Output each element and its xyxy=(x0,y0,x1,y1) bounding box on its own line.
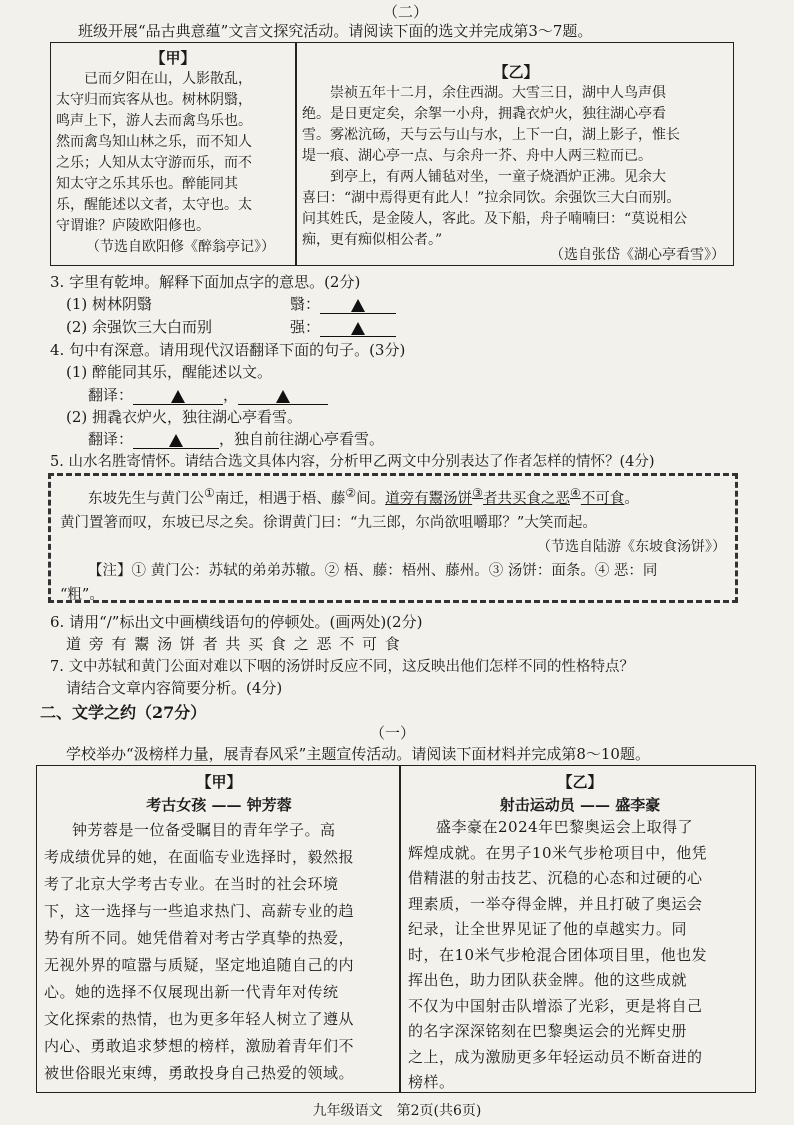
passage-bing-note-2: “粗”。 xyxy=(60,586,104,603)
question-7-stem-2: 请结合文章内容简要分析。(4分) xyxy=(66,679,283,697)
material-line: 借精湛的射击技艺、沉稳的心态和过硬的心 xyxy=(408,869,703,887)
question-3-stem: 3. 字里有乾坤。解释下面加点字的意思。(2分) xyxy=(50,273,361,291)
passage-line: 知太守之乐其乐也。醉能同其 xyxy=(56,176,238,192)
section-two-title: 二、文学之约（27分） xyxy=(40,703,207,722)
material-line: 的名字深深铭刻在巴黎奥运会的光辉史册 xyxy=(408,1022,688,1040)
material-line: 内心、勇敢追求梦想的榜样，激励着青年们不 xyxy=(44,1037,355,1055)
material-line: 钟芳蓉是一位备受瞩目的青年学子。高 xyxy=(72,821,336,839)
question-3-label-2: 强： xyxy=(290,316,396,337)
material-line: 挥出色，助力团队获金牌。他的这些成就 xyxy=(408,971,688,989)
material-line: 考了北京大学考古专业。在当时的社会环境 xyxy=(44,875,339,893)
passage-jia-source: （节选自欧阳修《醉翁亭记》） xyxy=(86,239,275,255)
question-4-sentence-1: (1) 醉能同其乐，醒能述以文。 xyxy=(66,363,273,381)
material-line: 无视外界的喧嚣与质疑，坚定地追随自己的内 xyxy=(44,956,355,974)
material-jia-title: 考古女孩 —— 钟芳蓉 xyxy=(146,796,292,814)
passage-line: 喜曰：“湖中焉得更有此人！”拉余同饮。余强饮三大白而别。 xyxy=(302,190,681,206)
question-3-label-1: 翳： xyxy=(290,293,396,314)
triangle-marker-icon xyxy=(169,434,183,447)
passage-bing xyxy=(60,481,730,607)
passage-line: 之乐；人知从太守游而乐，而不 xyxy=(56,155,252,171)
part-label: （二） xyxy=(383,3,429,21)
material-line: 之上，成为激励更多年轻运动员不断奋进的 xyxy=(408,1047,703,1066)
material-line: 纪录，让全世界见证了他的卓越实力。同 xyxy=(408,920,688,938)
material-yi-title: 射击运动员 —— 盛李豪 xyxy=(499,796,661,814)
material-jia xyxy=(44,771,394,1087)
passage-bing-line-1: 东坡先生与黄门公①南迁，相遇于梧、藤②间。道旁有鬻汤饼③者共买食之恶④不可食。 xyxy=(88,486,639,507)
passage-jia-head: 【甲】 xyxy=(150,49,196,67)
question-4-sentence-2: (2) 拥毳衣炉火，独往湖心亭看雪。 xyxy=(66,408,303,426)
material-line: 文化探索的热情，也为更多年轻人树立了遵从 xyxy=(44,1010,355,1028)
triangle-marker-icon xyxy=(171,390,185,403)
answer-blank-3-1[interactable] xyxy=(320,295,396,314)
material-line: 榜样。 xyxy=(408,1073,455,1091)
material-line: 理素质，一举夺得金牌，并且打破了奥运会 xyxy=(408,894,703,913)
material-line: 心。她的选择不仅展现出新一代青年对传统 xyxy=(44,983,339,1001)
passage-bing-source: （节选自陆游《东坡食汤饼》） xyxy=(537,538,726,555)
passage-line: 绝。是日更定矣，余挐一小舟，拥毳衣炉火，独往湖心亭看 xyxy=(302,106,666,122)
passage-line: 已而夕阳在山，人影散乱， xyxy=(84,71,252,87)
answer-blank-4-2[interactable] xyxy=(133,430,219,449)
passage-line: 乐，醒能述以文者，太守也。太 xyxy=(56,197,252,213)
material-line: 辉煌成就。在男子10米气步枪项目中，他凭 xyxy=(408,843,708,862)
question-6-stem: 6. 请用“/”标出文中画横线语句的停顿处。(画两处)(2分) xyxy=(50,613,423,631)
material-line: 下，这一选择与一些追求热门、高薪专业的趋 xyxy=(44,902,355,920)
material-jia-head: 【甲】 xyxy=(196,773,242,791)
material-line: 时，在10米气步枪混合团体项目里，他也发 xyxy=(408,945,708,964)
section-two-intro: 学校举办“汲榜样力量，展青春风采”主题宣传活动。请阅读下面材料并完成第8～10题。 xyxy=(66,745,650,763)
material-line: 势有所不同。她凭借着对考古学真挚的热爱， xyxy=(44,929,355,947)
passage-bing-note-1: 【注】① 黄门公：苏轼的弟弟苏辙。② 梧、藤：梧州、藤州。③ 汤饼：面条。④ 恶：同 xyxy=(88,562,658,579)
passage-line: 崇祯五年十二月，余住西湖。大雪三日，湖中人鸟声俱 xyxy=(330,85,666,101)
passage-bing-line-2: 黄门置箸而叹，东坡已尽之矣。徐谓黄门曰：“九三郎，尔尚欲咀嚼耶？”大笑而起。 xyxy=(60,514,597,531)
passage-line: 守谓谁？庐陵欧阳修也。 xyxy=(56,218,210,234)
question-4-stem: 4. 句中有深意。请用现代汉语翻译下面的句子。(3分) xyxy=(50,341,406,359)
answer-blank-3-2[interactable] xyxy=(320,318,396,337)
triangle-marker-icon xyxy=(276,390,290,403)
triangle-marker-icon xyxy=(351,322,365,335)
material-yi-head: 【乙】 xyxy=(557,773,603,791)
question-6-sentence[interactable]: 道 旁 有 鬻 汤 饼 者 共 买 食 之 恶 不 可 食 xyxy=(66,635,402,653)
question-7-stem-1: 7. 文中苏轼和黄门公面对难以下咽的汤饼时反应不同，这反映出他们怎样不同的性格特点？ xyxy=(50,659,634,675)
passage-line: 太守归而宾客从也。树林阴翳， xyxy=(56,92,252,108)
page-footer: 九年级语文 第2页(共6页) xyxy=(312,1103,482,1119)
material-line: 盛李豪在2024年巴黎奥运会上取得了 xyxy=(436,818,694,836)
material-yi xyxy=(408,771,752,1096)
passage-jia xyxy=(54,48,292,258)
question-3-item-2: (2) 余强饮三大白而别 xyxy=(66,318,213,336)
question-3-item-1: (1) 树林阴翳 xyxy=(66,295,153,313)
passage-line: 到亭上，有两人铺毡对坐，一童子烧酒炉正沸。见余大 xyxy=(330,169,666,185)
passage-line: 堤一痕、湖心亭一点、与余舟一芥、舟中人两三粒而已。 xyxy=(302,148,652,164)
passage-yi xyxy=(302,62,730,251)
passage-yi-source: （选自张岱《湖心亭看雪》） xyxy=(550,247,725,263)
answer-blank-4-1a[interactable] xyxy=(133,386,223,405)
passage-line: 雪。雾凇沆砀，天与云与山与水，上下一白，湖上影子，惟长 xyxy=(302,127,680,143)
material-line: 考成绩优异的她，在面临专业选择时，毅然报 xyxy=(44,848,355,866)
answer-blank-4-1b[interactable] xyxy=(238,386,328,405)
part-label-two: （一） xyxy=(370,724,416,742)
passage-line: 问其姓氏，是金陵人，客此。及下船，舟子喃喃曰：“莫说相公 xyxy=(302,211,688,227)
question-5-stem: 5. 山水名胜寄情怀。请结合选文具体内容，分析甲乙两文中分别表达了作者怎样的情怀？(4分) xyxy=(50,454,655,470)
passage-line: 鸣声上下，游人去而禽鸟乐也。 xyxy=(56,113,252,129)
passage-line: 痴，更有痴似相公者。” xyxy=(302,232,443,248)
passage-line: 然而禽鸟知山林之乐，而不知人 xyxy=(56,134,252,150)
material-line: 被世俗眼光束缚，勇敢投身自己热爱的领域。 xyxy=(44,1064,355,1082)
question-4-translation-1: 翻译： ， xyxy=(88,384,328,405)
passage-yi-head: 【乙】 xyxy=(493,63,539,81)
question-4-translation-2: 翻译： ，独自前往湖心亭看雪。 xyxy=(88,430,385,448)
section-intro: 班级开展“品古典意蕴”文言文探究活动。请阅读下面的选文并完成第3～7题。 xyxy=(78,22,593,40)
triangle-marker-icon xyxy=(351,299,365,312)
material-line: 不仅为中国射击队增添了光彩，更是将自己 xyxy=(408,996,703,1015)
